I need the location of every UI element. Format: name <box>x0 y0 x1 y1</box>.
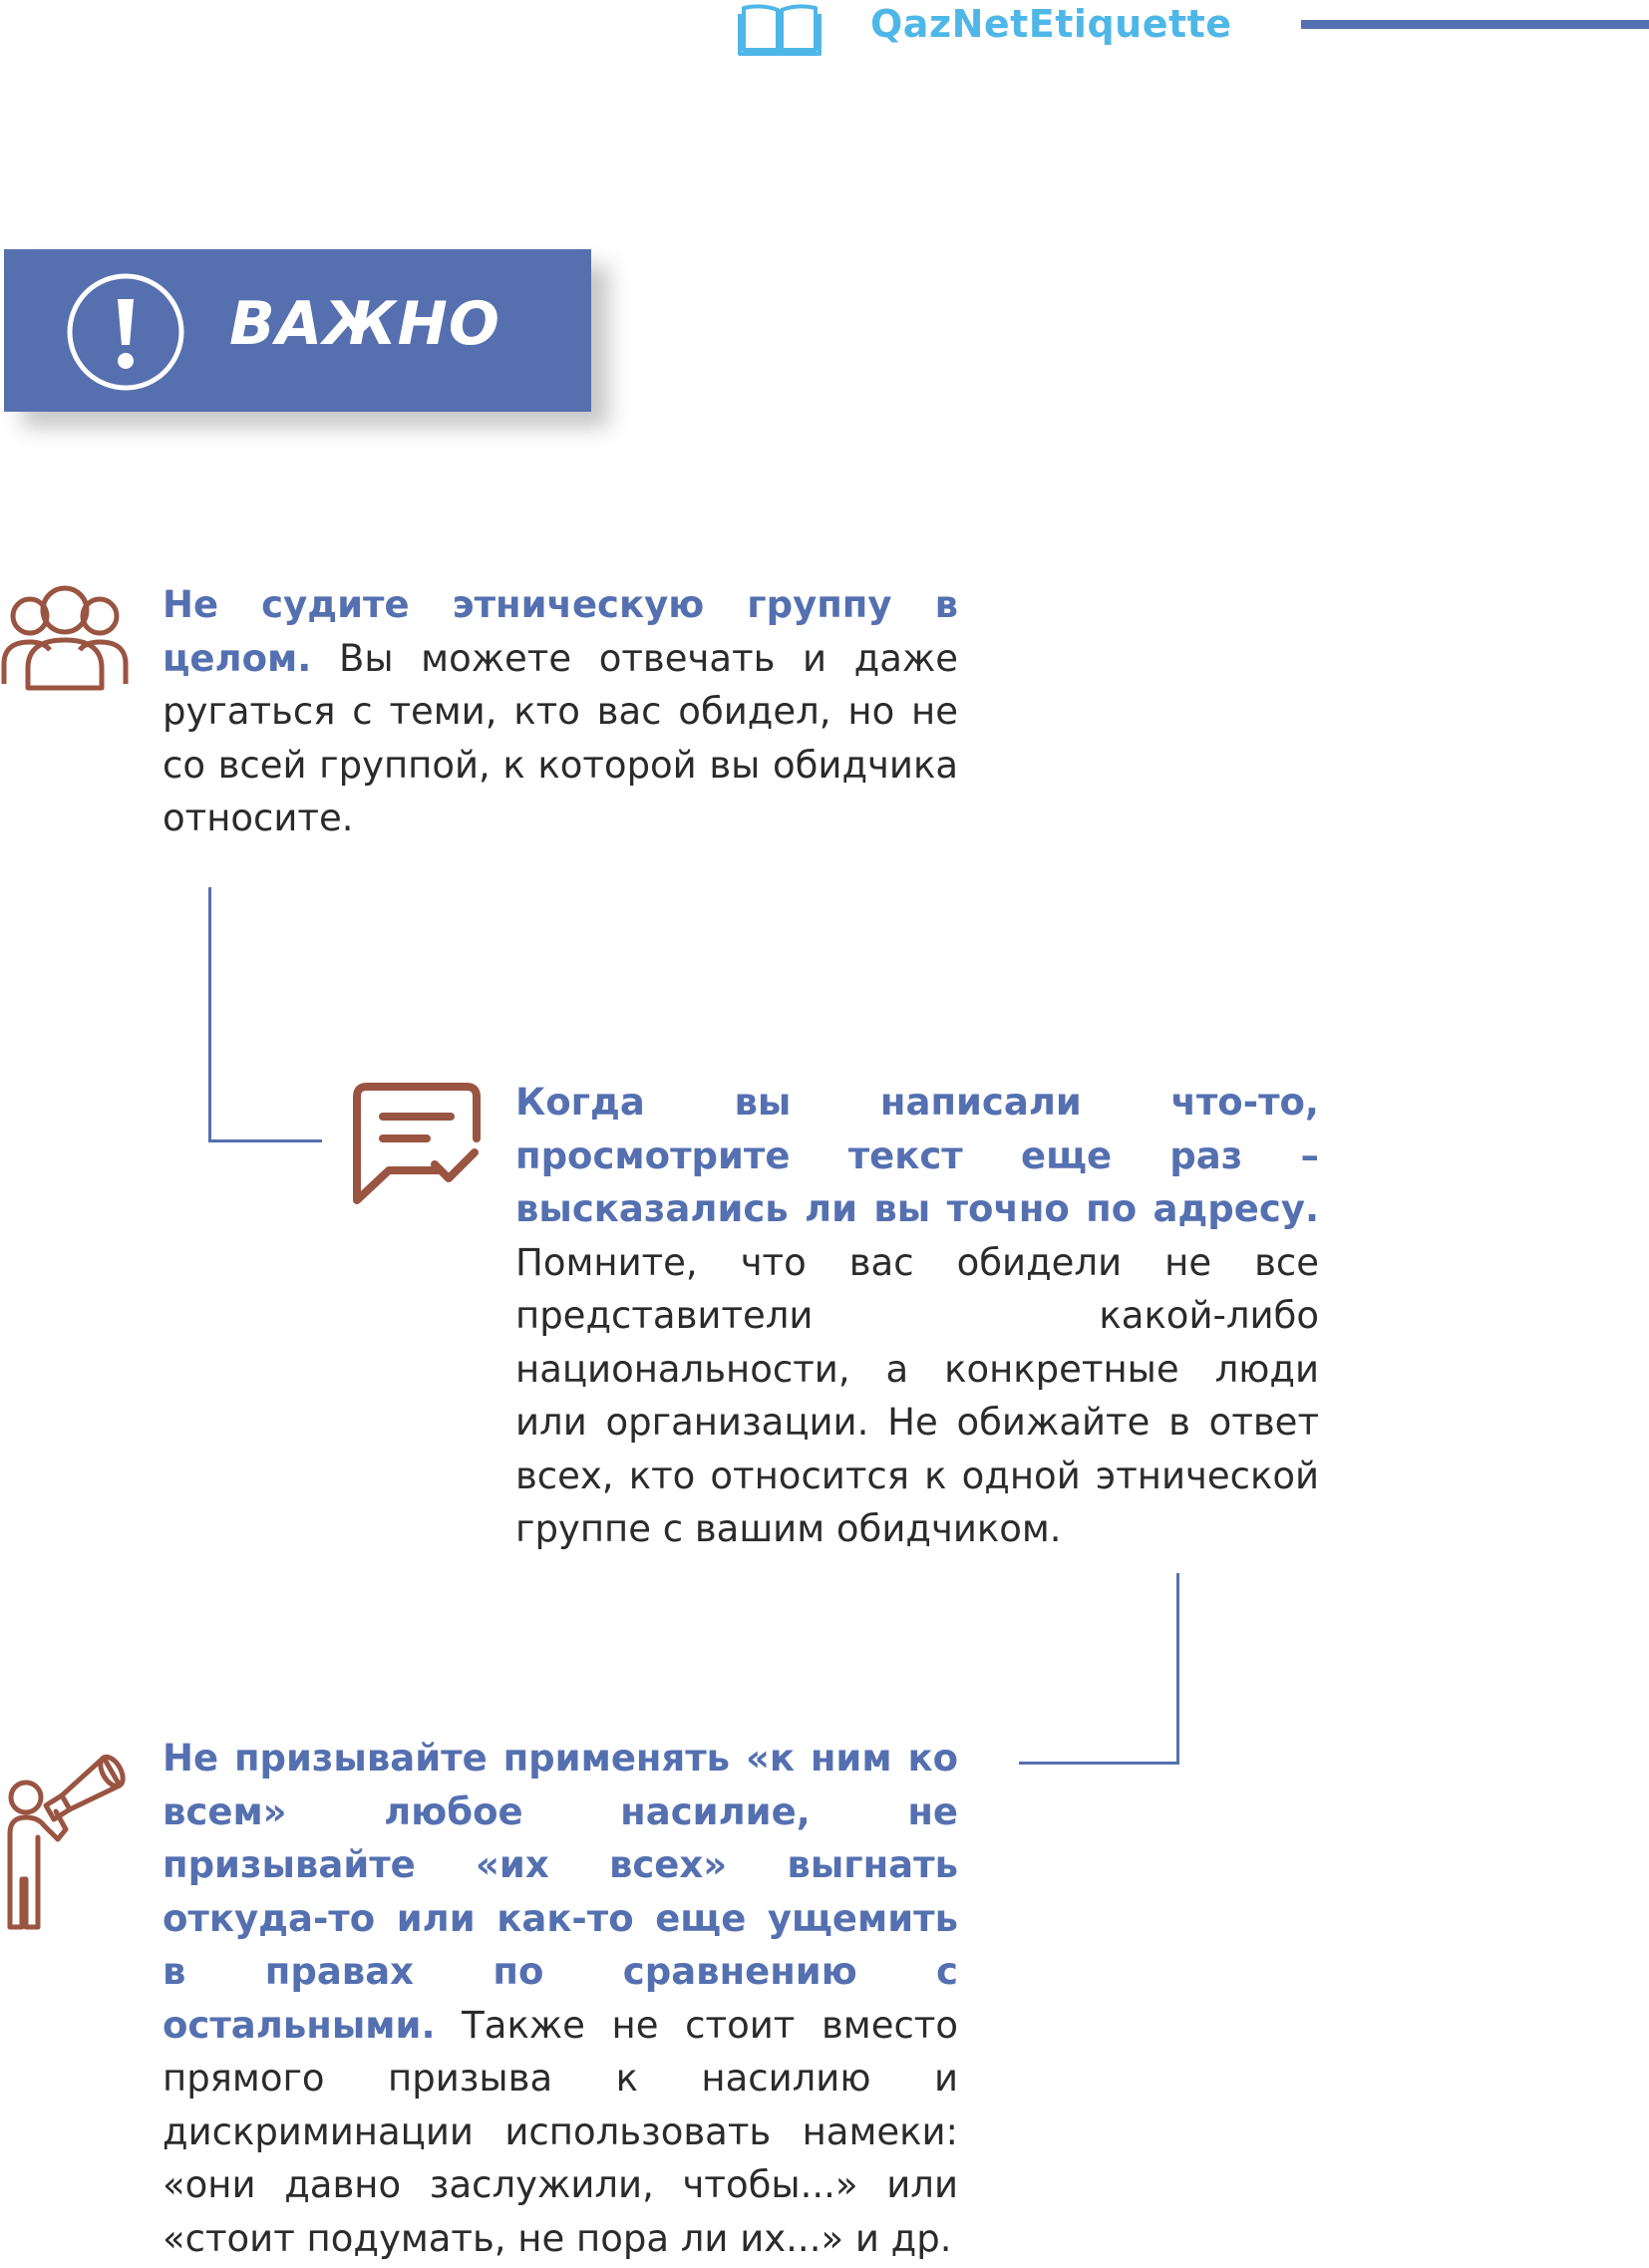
megaphone-person-icon <box>0 1730 130 1934</box>
block-2-text: Помните, что вас обидели не все представители какой-либо национальности, а конкретные люди или организации. Не обижайте в ответ всех, кто относится к одной этнической группе с вашим обидчиком. <box>515 1240 1319 1550</box>
text-block-3 <box>163 1732 958 2265</box>
important-banner <box>4 249 591 412</box>
header-rule <box>1301 20 1649 29</box>
important-title: ВАЖНО <box>229 289 500 359</box>
header-title: QazNetEtiquette <box>870 2 1232 46</box>
connector-line <box>208 887 211 1141</box>
connector-line <box>1019 1762 1179 1765</box>
block-2-bold: Когда вы написали что-то, просмотрите текст еще раз – высказались ли вы точно по адресу. <box>515 1081 1319 1230</box>
text-block-2 <box>515 1076 1319 1556</box>
block-1-bold: Не судите этническую группу в целом. <box>163 583 958 680</box>
block-1-text: Вы можете отвечать и даже ругаться с теми, кто вас обидел, но не со всей группой, к которой вы обидчика относите. <box>163 636 958 839</box>
chat-check-icon <box>349 1079 485 1208</box>
open-book-icon <box>738 0 822 56</box>
connector-line <box>208 1139 322 1142</box>
block-3-bold: Не призывайте применять «к ним ко всем» любое насилие, не призывайте «их всех» выгнать откуда-то или как-то еще ущемить в правах по сравнению с остальными. <box>163 1737 958 2047</box>
block-3-text: Также не стоит вместо прямого призыва к насилию и дискриминации использовать намеки: «они давно заслужили, чтобы...» или «стоит подумать, не пора ли их...» и др. <box>163 2003 958 2260</box>
connector-line <box>1176 1573 1179 1765</box>
text-block-1 <box>163 578 958 845</box>
people-group-icon <box>0 580 130 692</box>
exclamation-circle-icon <box>65 271 186 393</box>
